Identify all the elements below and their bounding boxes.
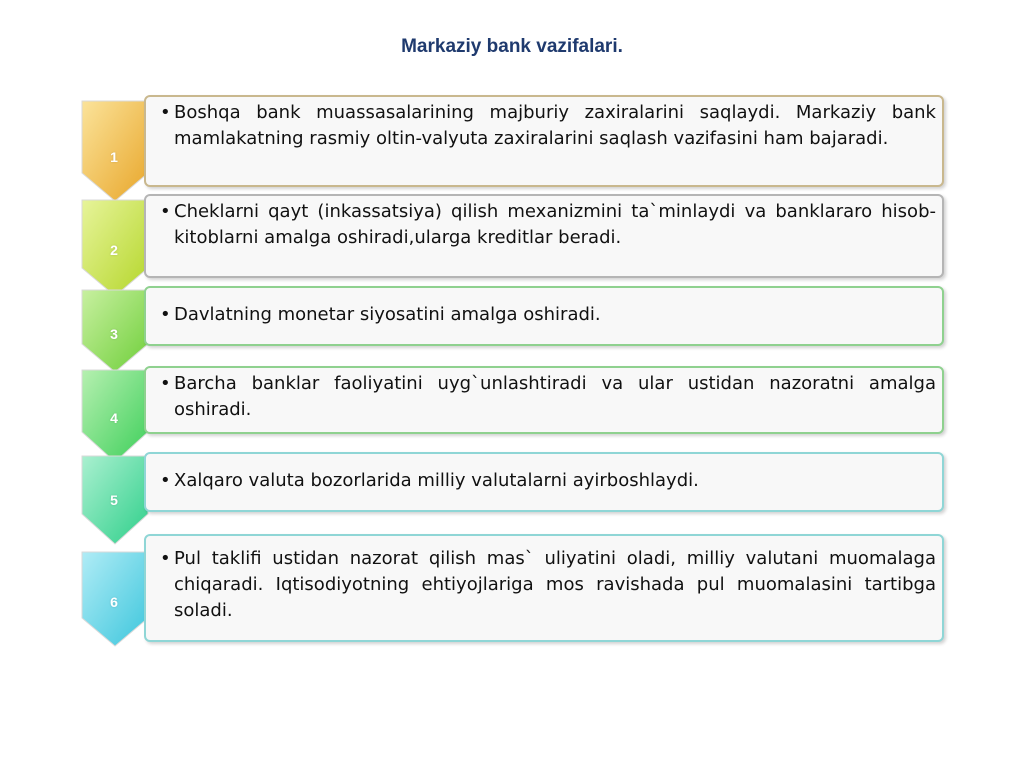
step-1-number: 1 xyxy=(110,149,118,165)
step-3-text: Davlatning monetar siyosatini amalga oshiradi. xyxy=(174,304,601,325)
bullet-icon: • xyxy=(160,201,171,222)
step-4-text: Barcha banklar faoliyatini uyg`unlashtiradi va ular ustidan nazoratni amalga oshiradi. xyxy=(174,373,936,420)
step-4-item xyxy=(160,371,936,423)
step-5-box xyxy=(144,452,944,512)
step-5-item xyxy=(160,468,936,494)
step-5 xyxy=(76,452,944,512)
step-1-item xyxy=(160,100,936,152)
step-6-text: Pul taklifi ustidan nazorat qilish mas` uliyatini oladi, milliy valutani muomalaga chiqaradi. Iqtisodiyotning ehtiyojlariga mos ravishada pul muomalasini tartibga soladi. xyxy=(174,548,936,621)
bullet-icon: • xyxy=(160,548,171,569)
step-2-item xyxy=(160,199,936,251)
step-4-box xyxy=(144,366,944,434)
step-4-number: 4 xyxy=(110,410,118,426)
step-3-item xyxy=(160,302,936,328)
step-1 xyxy=(76,95,944,187)
bullet-icon: • xyxy=(160,102,171,123)
step-5-number: 5 xyxy=(110,492,118,508)
step-4 xyxy=(76,366,944,434)
step-2-number: 2 xyxy=(110,242,118,258)
step-5-text: Xalqaro valuta bozorlarida milliy valutalarni ayirboshlaydi. xyxy=(174,470,699,491)
step-3-number: 3 xyxy=(110,326,118,342)
bullet-icon: • xyxy=(160,304,171,325)
step-3-box xyxy=(144,286,944,346)
step-2 xyxy=(76,194,944,278)
step-6-item xyxy=(160,546,936,624)
bullet-icon: • xyxy=(160,373,171,394)
bullet-icon: • xyxy=(160,470,171,491)
step-2-text: Cheklarni qayt (inkassatsiya) qilish mexanizmini ta`minlaydi va banklararo hisob- kitoblarni amalga oshiradi,ularga kreditlar beradi. xyxy=(174,201,936,248)
slide-title: Markaziy bank vazifalari. xyxy=(401,36,623,57)
step-1-box xyxy=(144,95,944,187)
step-6-number: 6 xyxy=(110,594,118,610)
step-6-box xyxy=(144,534,944,642)
step-2-box xyxy=(144,194,944,278)
step-3 xyxy=(76,286,944,346)
step-1-text: Boshqa bank muassasalarining majburiy zaxiralarini saqlaydi. Markaziy bank mamlakatning rasmiy oltin-valyuta zaxiralarini saqlash vazifasini ham bajaradi. xyxy=(174,102,936,149)
step-6 xyxy=(76,534,944,642)
